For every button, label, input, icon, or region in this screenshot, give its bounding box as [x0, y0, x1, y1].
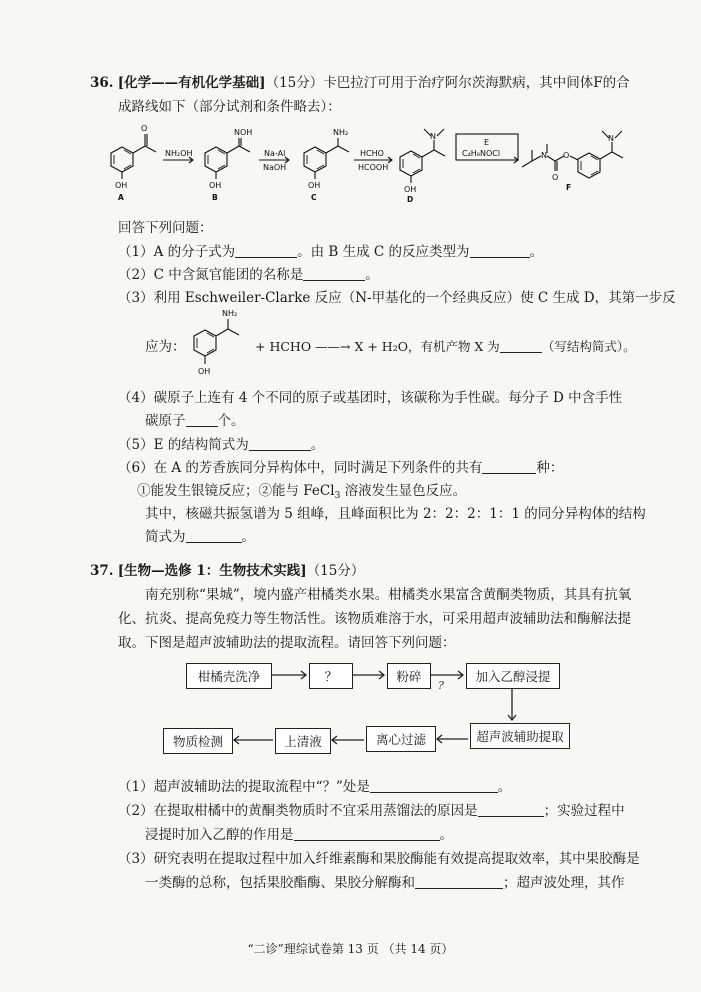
reagent-4-bottom: C₄H₈NOCl: [462, 149, 501, 158]
nh2-group: NH₂: [222, 309, 238, 318]
q36-subject-tag: [化学——有机化学基础]: [117, 75, 266, 91]
label-d: D: [407, 195, 414, 204]
d-nitrogen: N: [430, 132, 436, 141]
q36-intro: 回答下列问题：: [118, 220, 213, 236]
q36-sub3-equation: + HCHO ——→ X + H₂O，有机产物 X 为 （写结构简式）。: [255, 339, 636, 354]
flow-step-unknown: ？: [309, 663, 353, 689]
reagent-2-bottom: NaOH: [263, 163, 287, 172]
label-f: F: [566, 183, 572, 192]
label-b: B: [212, 193, 218, 202]
q36-sub6-line4: 简式为 。: [145, 529, 255, 545]
f-oxygen-ester: O: [563, 151, 570, 160]
q36-sub3-lead: 应为：: [145, 339, 186, 355]
handwritten-question-mark: ?: [438, 679, 444, 692]
q36-sub4-line1: （4）碳原子上连有 4 个不同的原子或基团时，该碳称为手性碳。每分子 D 中含手性: [118, 390, 623, 406]
q37-sub3-line1: （3）研究表明在提取过程中加入纤维素酶和果胶酶能有效提高提取效率，其中果胶酶是: [118, 851, 640, 867]
page-footer: “二诊”理综试卷第 13 页 （共 14 页）: [247, 942, 454, 956]
q36-sub6-conditions: ①能发生银镜反应；②能与 FeCl$_3$ 溶液发生显色反应。: [137, 483, 467, 501]
q36-sub3-line1: （3）利用 Eschweiler-Clarke 反应（N-甲基化的一个经典反应）使 C 生成 D，其第一步反: [118, 290, 676, 306]
q37-para-line1: 南充别称“果城”，境内盛产柑橘类水果。柑橘类水果富含黄酮类物质，其具有抗氧: [145, 587, 632, 603]
q37-sub3-line2: 一类酶的总称，包括果胶酯酶、果胶分解酶和 ；超声波处理，其作: [145, 875, 625, 891]
c-oh: OH: [308, 181, 321, 190]
q36-sub1: （1）A 的分子式为 。由 B 生成 C 的反应类型为 。: [118, 244, 544, 260]
q37-sub2-line1: （2）在提取柑橘中的黄酮类物质时不宜采用蒸馏法的原因是 ；实验过程中: [118, 803, 625, 819]
f-nitrogen-1: N: [541, 151, 547, 160]
f-oxygen-carbonyl: O: [552, 173, 559, 182]
reagent-3-bottom: HCOOH: [358, 163, 389, 172]
q37-title-text: （15分）: [306, 563, 365, 579]
d-oh: OH: [404, 185, 417, 194]
answer-blank: [478, 804, 544, 817]
q36-sub2: （2）C 中含氮官能团的名称是 。: [118, 267, 379, 283]
a-oh: OH: [115, 181, 128, 190]
flow-step-ethanol: 加入乙醇浸提: [466, 663, 560, 689]
q36-title-text: （15分）卡巴拉汀可用于治疗阿尔茨海默病，其中间体F的合: [265, 75, 630, 91]
answer-blank: [415, 876, 503, 889]
q37-sub1: （1）超声波辅助法的提取流程中“？”处是 。: [118, 779, 512, 795]
reagent-1: NH₂OH: [165, 149, 193, 158]
q36-number: 36.: [90, 75, 114, 91]
reagent-2-top: Na-Al: [264, 149, 286, 158]
b-oh: OH: [209, 181, 222, 190]
flow-step-supernatant: 上清液: [275, 728, 331, 754]
answer-blank: [370, 780, 498, 793]
q37-para-line3: 取。下图是超声波辅助法的提取流程。请回答下列问题：: [118, 635, 456, 651]
q37-number: 37.: [90, 563, 114, 579]
flow-step-detection: 物质检测: [163, 728, 233, 754]
flow-step-wash: 柑橘壳洗净: [186, 663, 272, 689]
q37-subject-tag: [生物—选修 1：生物技术实践]: [117, 563, 307, 579]
q36-sub6-line3: 其中，核磁共振氢谱为 5 组峰，且峰面积比为 2：2：2：1：1 的同分异构体的结构: [145, 506, 646, 522]
oh-group: OH: [198, 367, 211, 376]
label-a: A: [118, 193, 124, 202]
q37-para-line2: 化、抗炎、提高免疫力等生物活性。该物质难溶于水，可采用超声波辅助法和酶解法提: [118, 611, 631, 627]
flow-step-centrifuge: 离心过滤: [366, 726, 436, 752]
c-nh2: NH₂: [333, 128, 349, 137]
b-noh: NOH: [234, 128, 253, 137]
flow-step-crush: 粉碎: [387, 663, 431, 689]
q36-sub4-line2: 碳原子 个。: [145, 413, 245, 429]
q36-sub5: （5）E 的结构简式为 。: [118, 437, 325, 453]
flow-step-ultrasound: 超声波辅助提取: [470, 723, 570, 749]
q36-title-line2: 成路线如下（部分试剂和条件略去）：: [118, 99, 341, 115]
reagent-4-top: E: [484, 138, 490, 147]
q36-sub6-line1: （6）在 A 的芳香族同分异构体中，同时满足下列条件的共有 种：: [118, 460, 564, 476]
reagent-3-top: HCHO: [360, 149, 384, 158]
answer-blank: [294, 828, 440, 841]
q37-sub2-line2: 浸提时加入乙醇的作用是 。: [145, 827, 453, 843]
a-oxygen: O: [141, 124, 148, 133]
f-nitrogen-2: N: [608, 134, 614, 143]
label-c: C: [311, 193, 317, 202]
